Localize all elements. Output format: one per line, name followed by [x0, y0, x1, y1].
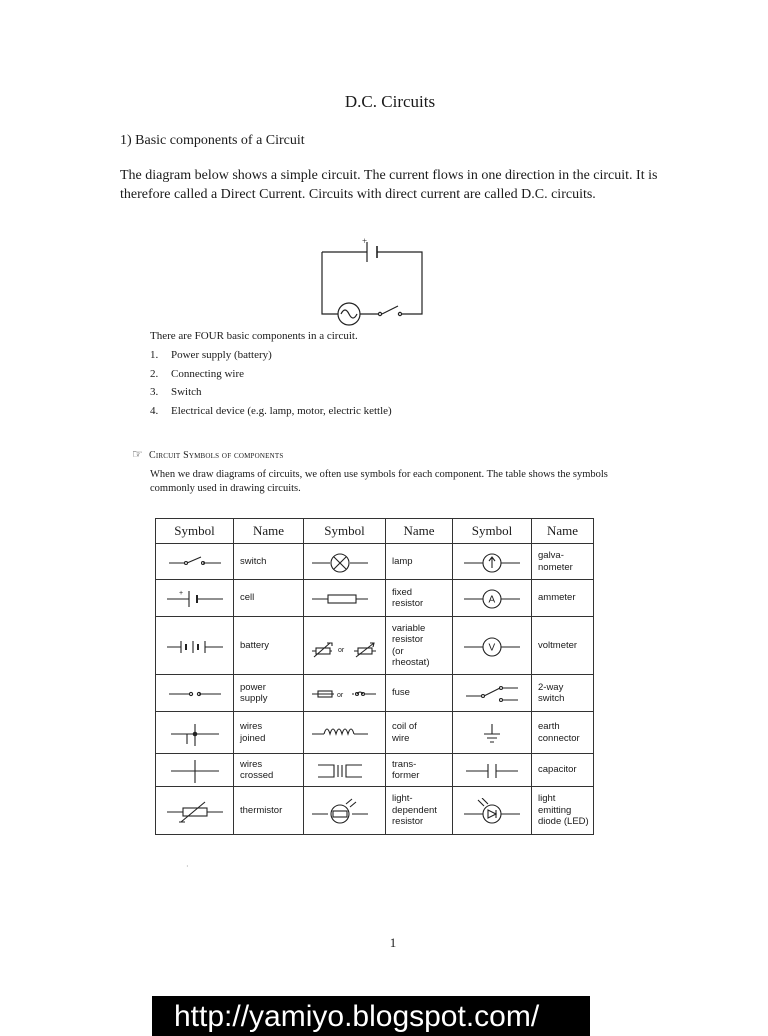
symbol-cell — [156, 617, 234, 675]
symbol-name: ammeter — [532, 580, 594, 617]
symbol-name: capacitor — [532, 754, 594, 787]
symbol-name: earth connector — [532, 712, 594, 754]
table-header: Name — [532, 519, 594, 544]
fuse-symbol-icon — [310, 680, 380, 706]
symbols-heading-text: Circuit Symbols of components — [149, 450, 284, 461]
symbol-name: galva- nometer — [532, 544, 594, 580]
battery-symbol-icon — [165, 633, 225, 659]
symbol-cell — [453, 787, 532, 835]
svg-text:or: or — [337, 646, 344, 654]
simple-circuit-diagram — [312, 234, 428, 326]
symbols-description: When we draw diagrams of circuits, we often use symbols for each component. The table shows the symbols commonly used in drawing circuits. — [150, 469, 608, 494]
wires-crossed-symbol-icon — [165, 757, 225, 783]
symbol-cell — [156, 544, 234, 580]
symbol-cell — [453, 580, 532, 617]
symbol-cell — [156, 754, 234, 787]
earth-symbol-icon — [462, 720, 522, 746]
svg-text:V: V — [488, 642, 496, 653]
symbol-cell — [453, 754, 532, 787]
symbol-name: lamp — [386, 544, 453, 580]
table-row — [156, 675, 594, 712]
symbol-name: 2-way switch — [532, 675, 594, 712]
galvanometer-symbol-icon — [462, 549, 522, 575]
symbol-cell — [453, 544, 532, 580]
symbol-name: voltmeter — [532, 617, 594, 675]
page-number: 1 — [389, 935, 397, 950]
svg-text:+: + — [362, 236, 368, 246]
table-header-row — [156, 519, 594, 544]
symbol-name: cell — [234, 580, 304, 617]
symbol-cell — [304, 544, 386, 580]
table-header: Symbol — [453, 519, 532, 544]
list-text: Electrical device (e.g. lamp, motor, electric kettle) — [171, 404, 392, 417]
list-text: Switch — [171, 386, 202, 398]
variable-resistor-symbol-icon — [310, 633, 380, 659]
ammeter-symbol-icon — [462, 585, 522, 611]
symbol-name: power supply — [234, 675, 304, 712]
symbol-cell — [156, 675, 234, 712]
symbol-name: fuse — [386, 675, 453, 712]
symbol-cell — [304, 712, 386, 754]
table-row — [156, 580, 594, 617]
led-symbol-icon — [462, 798, 522, 824]
list-item — [150, 365, 392, 384]
list-text: Connecting wire — [171, 367, 245, 380]
symbol-cell — [453, 617, 532, 675]
list-number: 4. — [150, 404, 159, 417]
list-number: 1. — [150, 349, 159, 361]
coil-symbol-icon — [310, 720, 380, 746]
list-number: 2. — [150, 367, 159, 380]
symbol-cell — [304, 787, 386, 835]
symbol-cell — [453, 712, 532, 754]
two-way-switch-symbol-icon — [462, 680, 522, 706]
svg-text:A: A — [488, 594, 496, 606]
table-header: Name — [386, 519, 453, 544]
pointing-hand-icon: ☞ — [132, 447, 143, 461]
ldr-symbol-icon — [310, 798, 380, 824]
stray-mark: · — [186, 862, 189, 871]
table-row — [156, 787, 594, 835]
wires-joined-symbol-icon — [165, 720, 225, 746]
symbol-name: coil of wire — [386, 712, 453, 754]
symbols-heading — [132, 447, 283, 462]
symbol-cell — [304, 580, 386, 617]
table-row — [156, 617, 594, 675]
svg-text:+: + — [178, 590, 183, 597]
symbol-name: light- dependent resistor — [386, 787, 453, 835]
table-header: Name — [234, 519, 304, 544]
capacitor-symbol-icon — [462, 757, 522, 783]
symbol-name: trans- former — [386, 754, 453, 787]
fixed-resistor-symbol-icon — [310, 585, 380, 611]
table-row — [156, 754, 594, 787]
footer-url-link[interactable]: http://yamiyo.blogspot.com/ — [174, 1000, 540, 1033]
symbol-cell — [304, 675, 386, 712]
thermistor-symbol-icon — [165, 798, 225, 824]
page-title: D.C. Circuits — [344, 92, 436, 111]
symbol-cell — [304, 754, 386, 787]
table-header: Symbol — [156, 519, 234, 544]
symbols-table — [155, 518, 594, 835]
symbol-name: wires crossed — [234, 754, 304, 787]
symbol-name: battery — [234, 617, 304, 675]
table-row — [156, 712, 594, 754]
list-number: 3. — [150, 386, 159, 398]
list-item — [150, 346, 392, 365]
symbol-cell — [156, 787, 234, 835]
symbol-name: variable resistor (or rheostat) — [386, 617, 453, 675]
four-components-intro: There are FOUR basic components in a circuit. — [150, 330, 358, 342]
power-supply-symbol-icon — [165, 680, 225, 706]
symbol-name: light emitting diode (LED) — [532, 787, 594, 835]
table-row — [156, 544, 594, 580]
symbol-name: thermistor — [234, 787, 304, 835]
symbol-cell — [304, 617, 386, 675]
symbol-name: fixed resistor — [386, 580, 453, 617]
list-item — [150, 402, 392, 421]
intro-paragraph: The diagram below shows a simple circuit. The current flows in one direction in the circuit. It is therefore called a Direct Current. Circuits with direct current are called D.C. circuits. — [120, 168, 658, 202]
symbol-cell — [156, 580, 234, 617]
footer-banner — [152, 996, 590, 1036]
lamp-symbol-icon — [310, 549, 380, 575]
components-list — [150, 346, 392, 420]
symbol-cell — [453, 675, 532, 712]
section-heading: 1) Basic components of a Circuit — [120, 133, 305, 148]
symbol-name: wires joined — [234, 712, 304, 754]
list-item — [150, 383, 392, 402]
voltmeter-symbol-icon — [462, 633, 522, 659]
symbol-cell — [156, 712, 234, 754]
cell-symbol-icon — [165, 585, 225, 611]
list-text: Power supply (battery) — [171, 349, 272, 361]
transformer-symbol-icon — [310, 757, 380, 783]
svg-text:or: or — [336, 692, 343, 699]
switch-symbol-icon — [165, 549, 225, 575]
table-header: Symbol — [304, 519, 386, 544]
symbol-name: switch — [234, 544, 304, 580]
